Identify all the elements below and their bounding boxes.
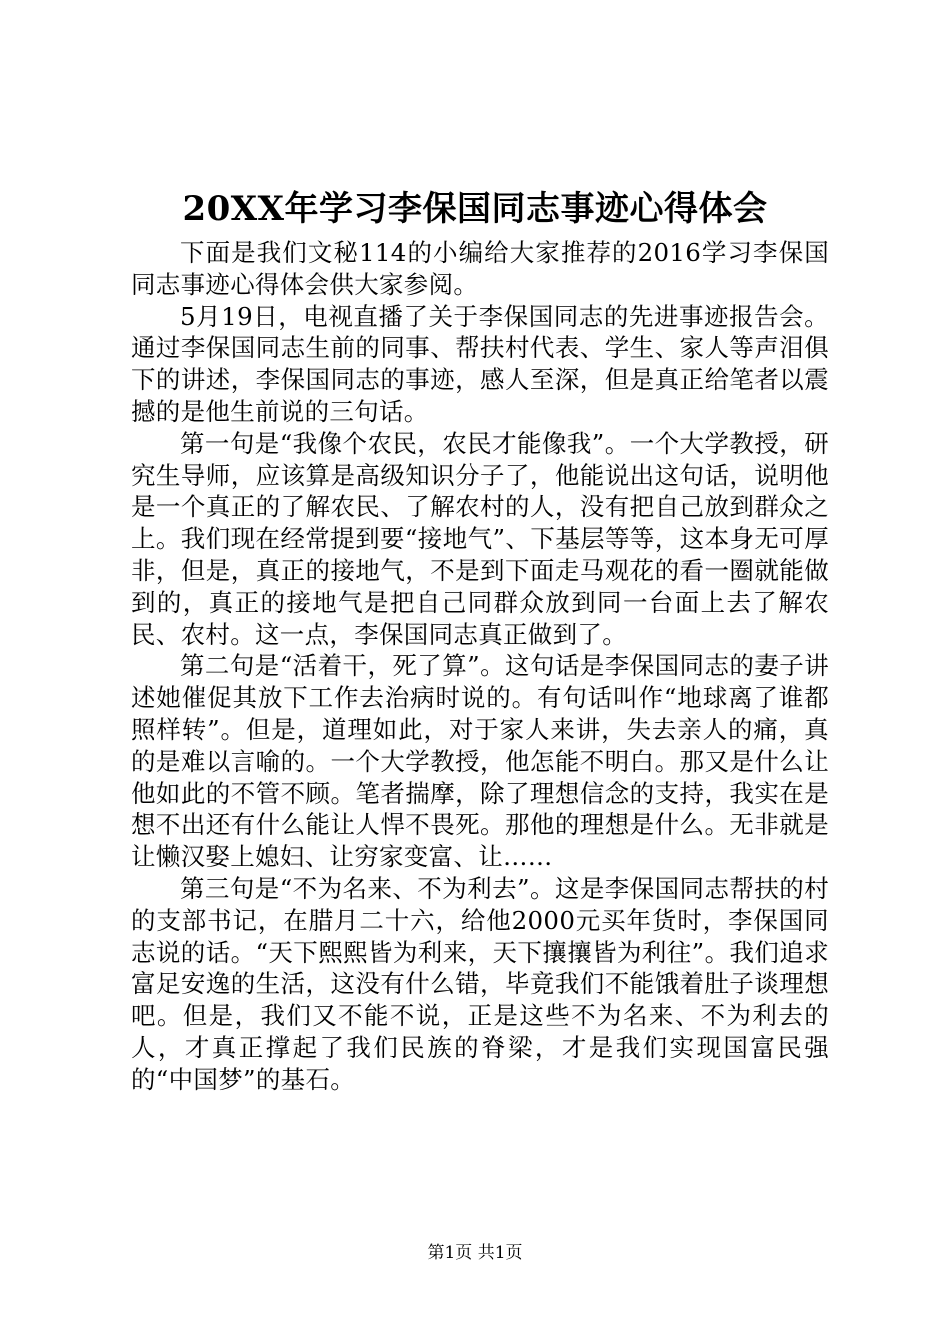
- paragraph-intro: 下面是我们文秘114的小编给大家推荐的2016学习李保国同志事迹心得体会供大家参阅。: [131, 238, 829, 299]
- paragraph-first-sentence: 第一句是“我像个农民，农民才能像我”。一个大学教授，研究生导师，应该算是高级知识分子了，他能说出这句话，说明他是一个真正的了解农民、了解农村的人，没有把自己放到群众之上。我们现在经常提到要“接地气”、下基层等等，这本身无可厚非，但是，真正的接地气，不是到下面走马观花的看一圈就能做到的，真正的接地气是把自己同群众放到同一台面上去了解农民、农村。这一点，李保国同志真正做到了。: [131, 428, 829, 649]
- paragraph-report: 5月19日，电视直播了关于李保国同志的先进事迹报告会。通过李保国同志生前的同事、帮扶村代表、学生、家人等声泪俱下的讲述，李保国同志的事迹，感人至深，但是真正给笔者以震撼的是他生前说的三句话。: [131, 301, 829, 426]
- paragraph-second-sentence: 第二句是“活着干，死了算”。这句话是李保国同志的妻子讲述她催促其放下工作去治病时说的。有句话叫作“地球离了谁都照样转”。但是，道理如此，对于家人来讲，失去亲人的痛，真的是难以言喻的。一个大学教授，他怎能不明白。那又是什么让他如此的不管不顾。笔者揣摩，除了理想信念的支持，我实在是想不出还有什么能让人悍不畏死。那他的理想是什么。无非就是让懒汉娶上媳妇、让穷家变富、让……: [131, 651, 829, 872]
- page-number-total: 共1页: [477, 1243, 523, 1263]
- page-footer: [0, 1241, 950, 1265]
- page-number-current: 第1页: [427, 1243, 473, 1263]
- document-title: 20XX年学习李保国同志事迹心得体会: [182, 189, 768, 229]
- document-body: [131, 237, 829, 1096]
- paragraph-third-sentence: 第三句是“不为名来、不为利去”。这是李保国同志帮扶的村的支部书记，在腊月二十六，给他2000元买年货时，李保国同志说的话。“天下熙熙皆为利来，天下攘攘皆为利往”。我们追求富足安逸的生活，这没有什么错，毕竟我们不能饿着肚子谈理想吧。但是，我们又不能不说，正是这些不为名来、不为利去的人，才真正撑起了我们民族的脊梁，才是我们实现国富民强的“中国梦”的基石。: [131, 873, 829, 1094]
